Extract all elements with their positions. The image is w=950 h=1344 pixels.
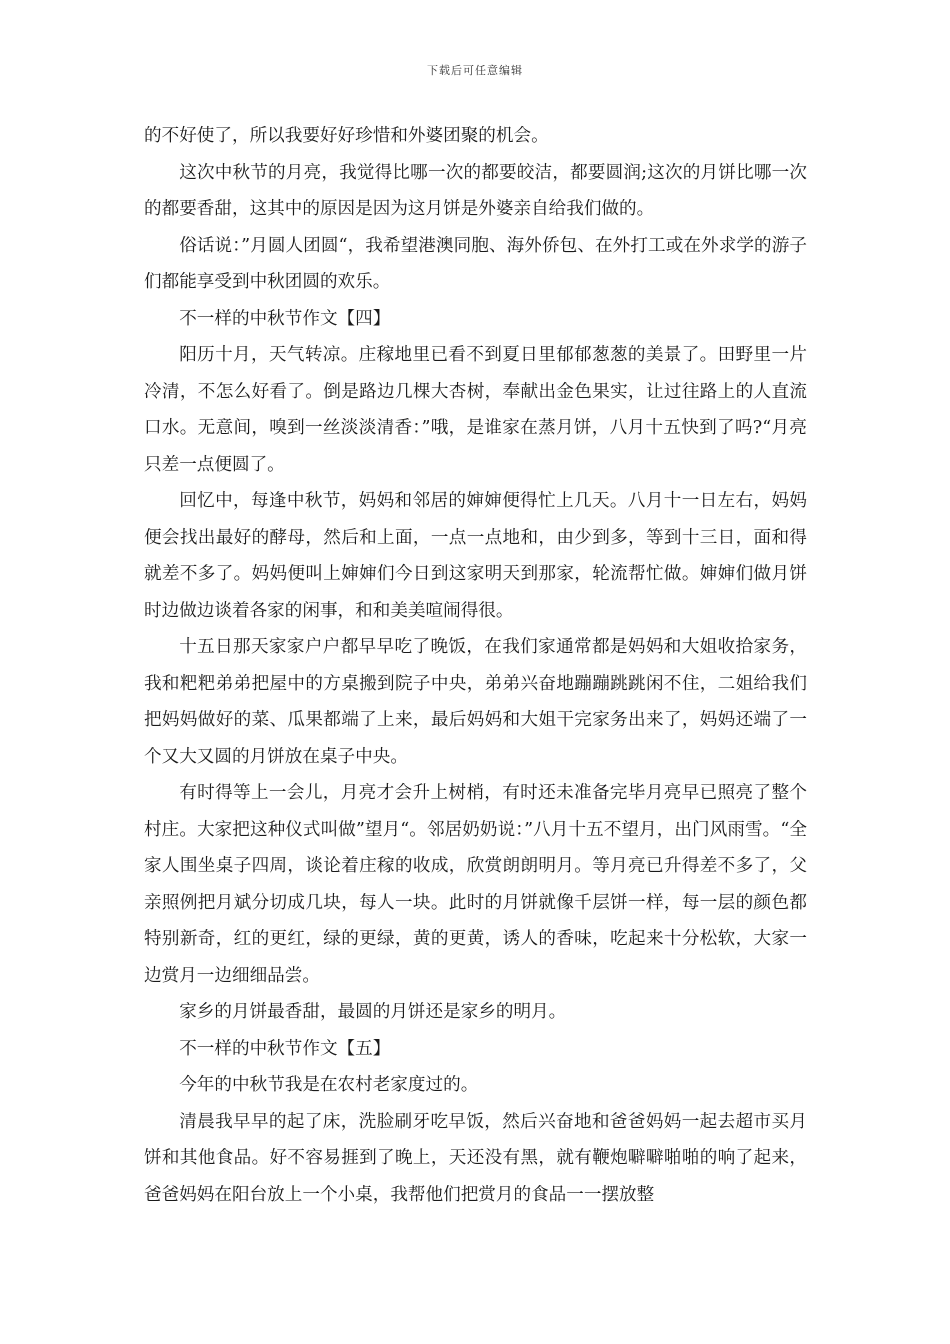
document-body	[144, 118, 807, 1213]
paragraph: 十五日那天家家户户都早早吃了晚饭，在我们家通常都是妈妈和大姐收拾家务，我和粑粑弟弟把屋中的方桌搬到院子中央，弟弟兴奋地蹦蹦跳跳闲不住，二姐给我们把妈妈做好的菜、瓜果都端了上来，最后妈妈和大姐干完家务出来了，妈妈还端了一个又大又圆的月饼放在桌子中央。	[144, 637, 807, 767]
paragraph: 家乡的月饼最香甜，最圆的月饼还是家乡的明月。	[179, 1002, 567, 1022]
paragraph: 阳历十月，天气转凉。庄稼地里已看不到夏日里郁郁葱葱的美景了。田野里一片冷清，不怎么好看了。倒是路边几棵大杏树，奉献出金色果实，让过往路上的人直流口水。无意间，嗅到一丝淡淡清香：”哦，是谁家在蒸月饼，八月十五快到了吗?“月亮只差一点便圆了。	[144, 345, 807, 475]
paragraph: 这次中秋节的月亮，我觉得比哪一次的都要皎洁，都要圆润;这次的月饼比哪一次的都要香甜，这其中的原因是因为这月饼是外婆亲自给我们做的。	[144, 162, 807, 219]
section-heading: 不一样的中秋节作文【四】	[179, 308, 391, 329]
paragraph: 清晨我早早的起了床，洗脸刷牙吃早饭，然后兴奋地和爸爸妈妈一起去超市买月饼和其他食品。好不容易捱到了晚上，天还没有黑，就有鞭炮噼噼啪啪的响了起来，爸爸妈妈在阳台放上一个小桌，我帮他们把赏月的食品一一摆放整	[144, 1111, 807, 1205]
paragraph: 的不好使了，所以我要好好珍惜和外婆团聚的机会。	[144, 126, 549, 146]
paragraph: 回忆中，每逢中秋节，妈妈和邻居的婶婶便得忙上几天。八月十一日左右，妈妈便会找出最好的酵母，然后和上面，一点一点地和，由少到多，等到十三日，面和得就差不多了。妈妈便叫上婶婶们今日到这家明天到那家，轮流帮忙做。婶婶们做月饼时边做边谈着各家的闲事，和和美美喧闹得很。	[144, 491, 807, 621]
section-heading: 不一样的中秋节作文【五】	[179, 1038, 391, 1059]
paragraph: 俗话说：”月圆人团圆“，我希望港澳同胞、海外侨包、在外打工或在外求学的游子们都能享受到中秋团圆的欢乐。	[144, 235, 807, 292]
page-header: 下载后可任意编辑	[427, 64, 523, 77]
paragraph: 今年的中秋节我是在农村老家度过的。	[179, 1075, 479, 1095]
paragraph: 有时得等上一会儿，月亮才会升上树梢，有时还未准备完毕月亮早已照亮了整个村庄。大家把这种仪式叫做”望月“。邻居奶奶说：”八月十五不望月，出门风雨雪。“全家人围坐桌子四周，谈论着庄稼的收成，欣赏朗朗明月。等月亮已升得差不多了，父亲照例把月斌分切成几块，每人一块。此时的月饼就像千层饼一样，每一层的颜色都特别新奇，红的更红，绿的更绿，黄的更黄，诱人的香味，吃起来十分松软，大家一边赏月一边细细品尝。	[144, 783, 807, 986]
